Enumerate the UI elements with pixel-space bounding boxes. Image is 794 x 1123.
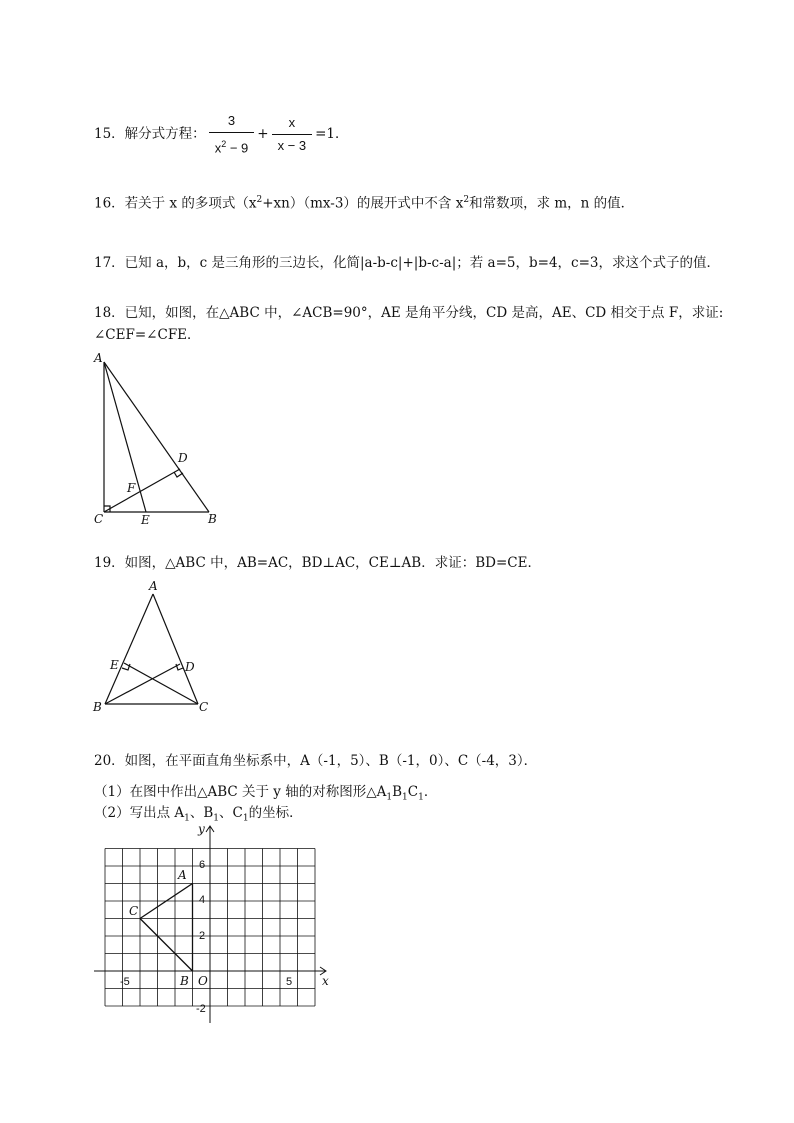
q20-tick-y6: 6 [199,859,206,871]
q15-prefix: 15．解分式方程： [94,126,206,143]
q18-label-d: D [178,451,188,465]
question-20: 20．如图，在平面直角坐标系中，A（-1，5）、B（-1，0）、C（-4，3）． [94,753,538,769]
q15-f1-denominator: $x^2 - 9$ [214,139,249,156]
q18-label-a: A [94,351,103,365]
q20-tick-y2: 2 [199,930,206,942]
q20-point-label-a: A [178,868,187,882]
q20-tick-yneg2: -2 [196,1003,206,1015]
q19-label-e: E [110,658,119,672]
q15-plus: + [257,126,269,143]
q20-tick-y4: 4 [199,894,206,906]
q20-origin-label: O [198,974,208,988]
question-20-part-2: （2）写出点 $A_1$、$B_1$、$C_1$的坐标． [94,805,303,824]
q18-label-f: F [127,481,136,495]
q20-axes [94,826,326,1023]
q18-label-c: C [94,512,104,526]
q20-point-label-c: C [129,904,139,918]
question-19: 19．如图，△ABC 中，AB=AC，BD⊥AC，CE⊥AB．求证：BD=CE． [94,555,541,571]
q20-point-label-b: B [180,974,189,988]
q19-label-d: D [185,660,195,674]
q19-label-b: B [93,700,102,714]
question-20-part-1: （1）在图中作出△ABC 关于 y 轴的对称图形$\triangle A_1B_1C_1$． [94,784,438,803]
q15-f2-denominator: x − 3 [277,138,307,154]
q20-triangle-abc [140,884,193,972]
q20-side-bc [140,919,193,972]
q20-tick-xneg5: -5 [120,976,130,988]
q20-axis-label-y: y [198,822,205,836]
q20-axis-label-x: x [322,974,329,988]
question-16: 16．若关于 x 的多项式$(x^2+xn)(mx-3)$的展开式中不含 $x^2$和常数项，求 m，n 的值． [94,195,635,212]
q15-f2-numerator: x [272,113,313,135]
q20-tick-x5: 5 [286,976,293,988]
q15-f1-numerator: 3 [209,111,255,133]
question-17: 17．已知 a，b，c 是三角形的三边长，化简|a-b-c|+|b-c-a|；若 a=5，b=4，c=3，求这个式子的值． [94,255,721,271]
q15-suffix: =1． [315,126,349,143]
question-18-line-2: ∠CEF=∠CFE． [94,327,201,343]
q19-label-a: A [149,579,158,593]
question-18-line-1: 18．已知，如图，在△ABC 中，∠ACB=90°，AE 是角平分线，CD 是高，AE、CD 相交于点 F，求证: [94,305,724,321]
q19-label-c: C [199,700,209,714]
q18-label-b: B [208,512,217,526]
q18-label-e: E [141,513,150,527]
